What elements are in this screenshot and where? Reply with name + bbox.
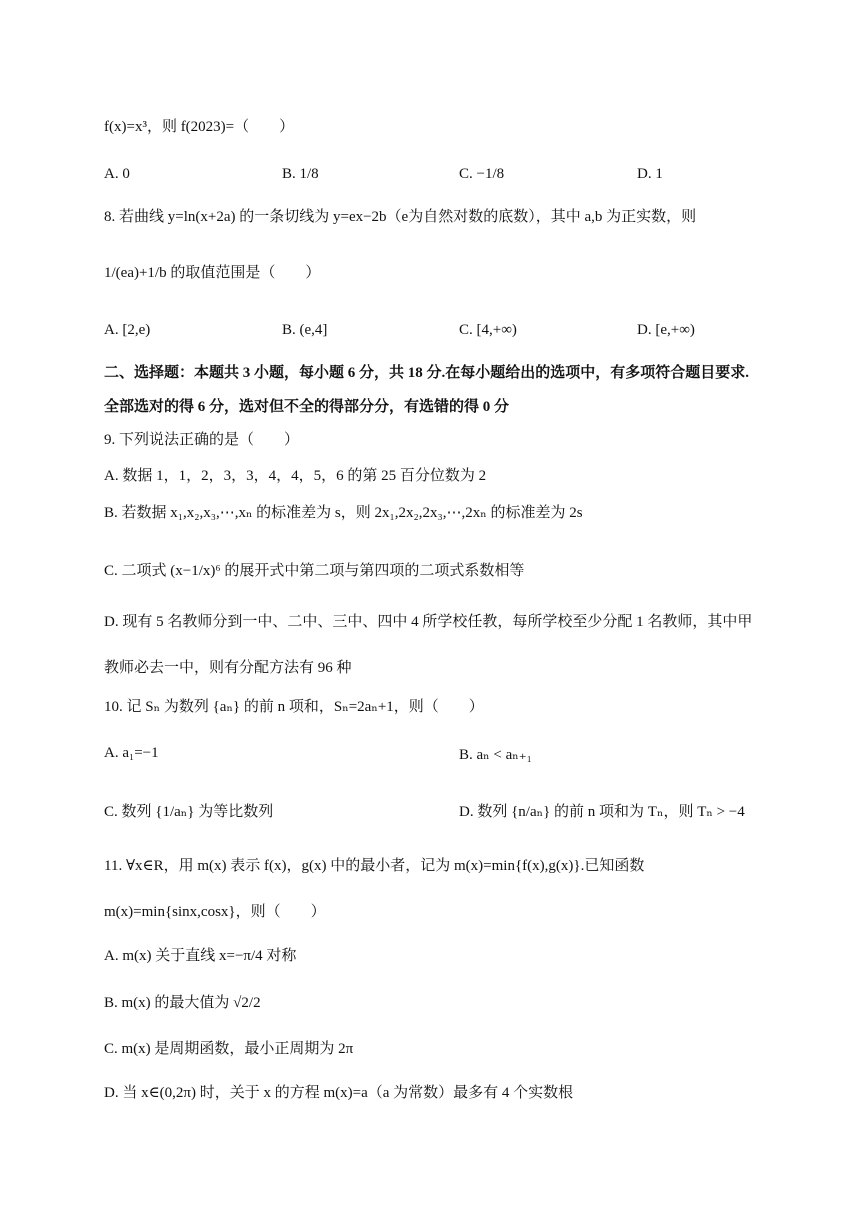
q11-stem-line1: 11. ∀x∈R，用 m(x) 表示 f(x)，g(x) 中的最小者，记为 m(x)=min{f(x),g(x)}.已知函数 [104, 858, 645, 874]
q9-option-d-line1: D. 现有 5 名教师分到一中、二中、三中、四中 4 所学校任教，每所学校至少分配 1 名教师，其中甲 [104, 614, 753, 630]
q9-option-b: B. 若数据 x₁,x₂,x₃,⋯,xₙ 的标准差为 s，则 2x₁,2x₂,2x₃,⋯,2xₙ 的标准差为 2s [104, 505, 583, 521]
q8-stem-line1: 8. 若曲线 y=ln(x+2a) 的一条切线为 y=ex−2b（e为自然对数的底数），其中 a,b 为正实数，则 [104, 209, 697, 225]
q10-option-a: A. a₁=−1 [104, 745, 159, 761]
q11-stem-line2: m(x)=min{sinx,cosx}，则（ ） [104, 904, 326, 920]
q10-option-b: B. aₙ < aₙ₊₁ [459, 747, 532, 763]
q8-option-d: D. [e,+∞) [637, 322, 695, 338]
q8-option-a: A. [2,e) [104, 322, 151, 338]
section2-heading-line1: 二、选择题：本题共 3 小题，每小题 6 分，共 18 分.在每小题给出的选项中，有多项符合题目要求. [104, 365, 750, 381]
q7-option-c: C. −1/8 [459, 166, 505, 182]
section2-heading-line2: 全部选对的得 6 分，选对但不全的得部分分，有选错的得 0 分 [104, 399, 510, 415]
q11-option-a: A. m(x) 关于直线 x=−π/4 对称 [104, 948, 297, 964]
q7-option-b: B. 1/8 [282, 166, 319, 182]
q11-option-c: C. m(x) 是周期函数，最小正周期为 2π [104, 1041, 354, 1057]
q9-stem: 9. 下列说法正确的是（ ） [104, 432, 300, 448]
q9-option-d-line2: 教师必去一中，则有分配方法有 96 种 [104, 660, 352, 676]
q11-option-d: D. 当 x∈(0,2π) 时，关于 x 的方程 m(x)=a（a 为常数）最多有 4 个实数根 [104, 1085, 574, 1101]
q9-option-c: C. 二项式 (x−1/x)⁶ 的展开式中第二项与第四项的二项式系数相等 [104, 563, 525, 579]
q8-option-c: C. [4,+∞) [459, 322, 517, 338]
q8-stem-line2: 1/(ea)+1/b 的取值范围是（ ） [104, 265, 321, 281]
q7-tail: f(x)=x³，则 f(2023)=（ ） [104, 119, 295, 135]
q10-stem: 10. 记 Sₙ 为数列 {aₙ} 的前 n 项和，Sₙ=2aₙ+1，则（ ） [104, 699, 484, 715]
q8-option-b: B. (e,4] [282, 322, 328, 338]
q10-option-d: D. 数列 {n/aₙ} 的前 n 项和为 Tₙ，则 Tₙ > −4 [459, 804, 745, 820]
q7-option-a: A. 0 [104, 166, 130, 182]
q11-option-b: B. m(x) 的最大值为 √2/2 [104, 995, 261, 1011]
q9-option-a: A. 数据 1，1，2，3，3，4，4，5，6 的第 25 百分位数为 2 [104, 468, 487, 484]
q10-option-c: C. 数列 {1/aₙ} 为等比数列 [104, 804, 274, 820]
q7-option-d: D. 1 [637, 166, 663, 182]
